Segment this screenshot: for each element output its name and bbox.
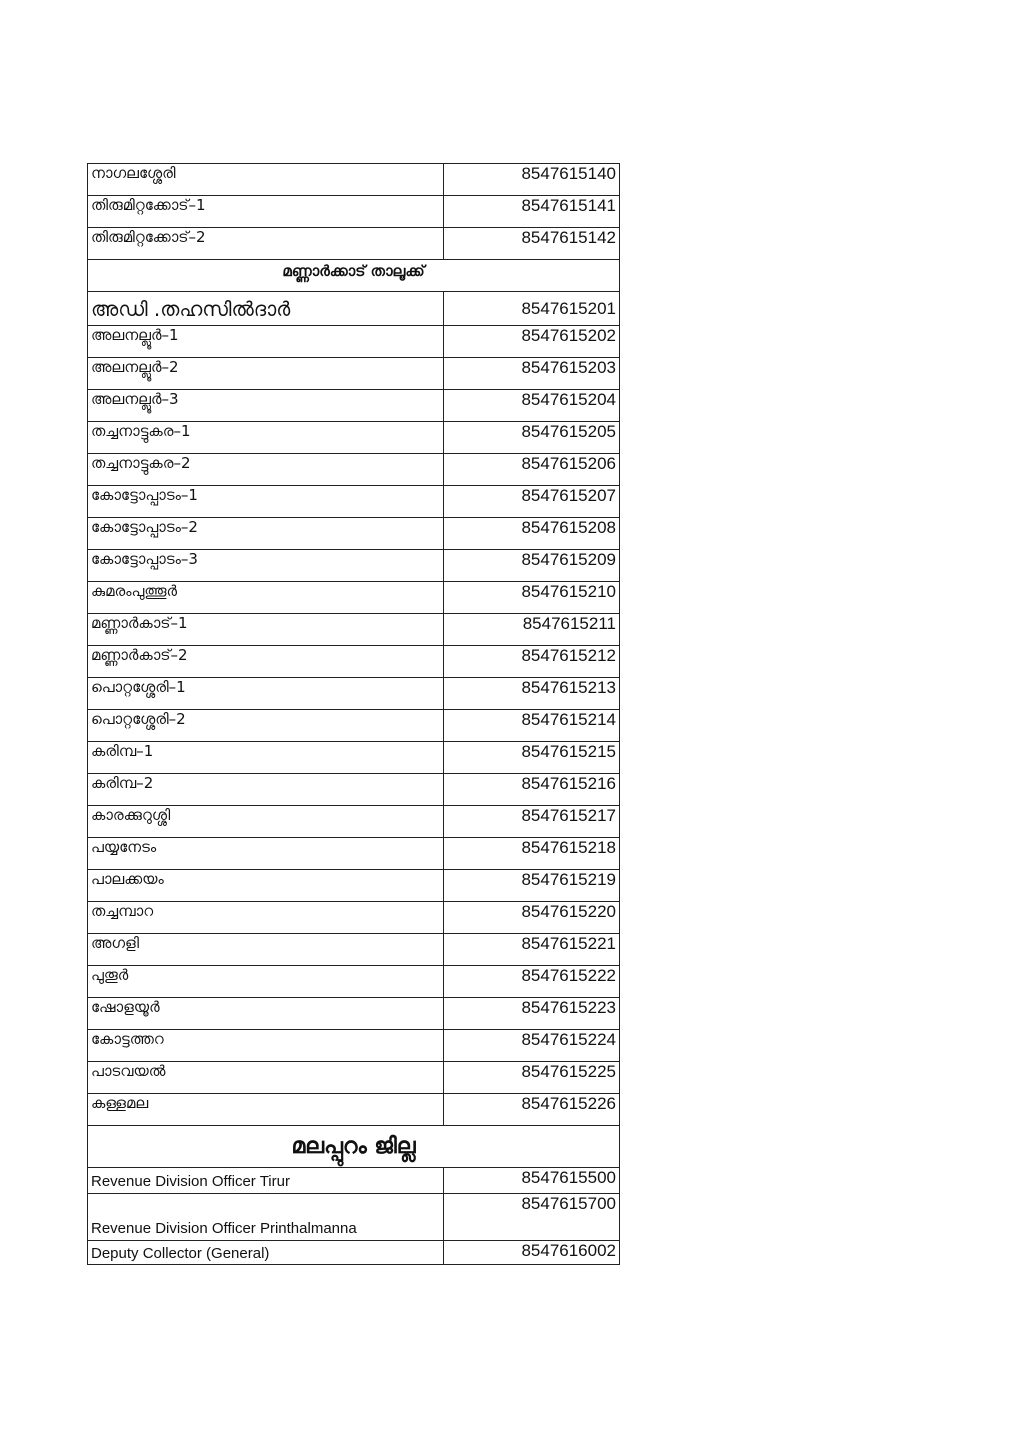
office-name: കോട്ടോപ്പാടം–1 <box>88 486 444 518</box>
table-row <box>88 1030 620 1062</box>
section-header-row <box>88 1126 620 1168</box>
phone-number: 8547615500 <box>444 1168 620 1194</box>
office-name: കരിമ്പ–2 <box>88 774 444 806</box>
table-row <box>88 742 620 774</box>
phone-number: 8547615221 <box>444 934 620 966</box>
phone-number: 8547615700 <box>444 1194 620 1241</box>
table-row <box>88 292 620 326</box>
office-name: നാഗലശ്ശേരി <box>88 164 444 196</box>
office-name: കരിമ്പ–1 <box>88 742 444 774</box>
office-name: കോട്ടോപ്പാടം–2 <box>88 518 444 550</box>
office-name: അലനല്ലൂർ–2 <box>88 358 444 390</box>
table-row <box>88 196 620 228</box>
phone-number: 8547615220 <box>444 902 620 934</box>
table-row <box>88 774 620 806</box>
table-row <box>88 806 620 838</box>
phone-number: 8547615219 <box>444 870 620 902</box>
office-name: തച്ചനാട്ടുകര–1 <box>88 422 444 454</box>
table-row <box>88 486 620 518</box>
office-name: കള്ളമല <box>88 1094 444 1126</box>
office-name: തച്ചമ്പാറ <box>88 902 444 934</box>
office-name: തച്ചനാട്ടുകര–2 <box>88 454 444 486</box>
table-row <box>88 966 620 998</box>
phone-number: 8547615206 <box>444 454 620 486</box>
office-name: Deputy Collector (General) <box>88 1241 444 1265</box>
phone-number: 8547615201 <box>444 292 620 326</box>
table-row <box>88 390 620 422</box>
table-row <box>88 454 620 486</box>
table-row <box>88 1168 620 1194</box>
phone-number: 8547615142 <box>444 228 620 260</box>
office-name: അലനല്ലൂർ–1 <box>88 326 444 358</box>
phone-number: 8547615212 <box>444 646 620 678</box>
contact-table <box>87 163 620 1265</box>
phone-number: 8547615204 <box>444 390 620 422</box>
office-name: മണ്ണാർകാട്–1 <box>88 614 444 646</box>
office-name: കാരക്കുറുശ്ശി <box>88 806 444 838</box>
table-row <box>88 1241 620 1265</box>
phone-number: 8547615222 <box>444 966 620 998</box>
office-name: മണ്ണാർകാട്–2 <box>88 646 444 678</box>
phone-number: 8547615223 <box>444 998 620 1030</box>
office-name: പൊറ്റശ്ശേരി–2 <box>88 710 444 742</box>
office-name: പാലക്കയം <box>88 870 444 902</box>
section-heading-malappuram: മലപ്പുറം ജില്ല <box>88 1126 620 1168</box>
phone-number: 8547615217 <box>444 806 620 838</box>
office-name: പുതൂർ <box>88 966 444 998</box>
phone-number: 8547615218 <box>444 838 620 870</box>
office-name: Revenue Division Officer Tirur <box>88 1168 444 1194</box>
table-row <box>88 646 620 678</box>
phone-number: 8547615226 <box>444 1094 620 1126</box>
office-name: തിരുമിറ്റക്കോട്–1 <box>88 196 444 228</box>
office-name: Revenue Division Officer Printhalmanna <box>88 1194 444 1241</box>
table-row <box>88 164 620 196</box>
phone-number: 8547615224 <box>444 1030 620 1062</box>
table-row <box>88 998 620 1030</box>
phone-number: 8547615216 <box>444 774 620 806</box>
table-row <box>88 518 620 550</box>
office-name: തിരുമിറ്റക്കോട്–2 <box>88 228 444 260</box>
phone-number: 8547615225 <box>444 1062 620 1094</box>
table-row <box>88 326 620 358</box>
office-name: ഷോളയൂർ <box>88 998 444 1030</box>
phone-number: 8547615205 <box>444 422 620 454</box>
office-name: പയ്യനേടം <box>88 838 444 870</box>
table-row <box>88 678 620 710</box>
office-name: അഡി .തഹസിൽദാർ <box>88 292 444 326</box>
table-row <box>88 870 620 902</box>
office-name: കോട്ടത്തറ <box>88 1030 444 1062</box>
table-row <box>88 358 620 390</box>
phone-number: 8547615211 <box>444 614 620 646</box>
phone-number: 8547615209 <box>444 550 620 582</box>
table-row <box>88 422 620 454</box>
table-row <box>88 934 620 966</box>
phone-number: 8547615203 <box>444 358 620 390</box>
table-row <box>88 710 620 742</box>
table-row <box>88 582 620 614</box>
phone-number: 8547615210 <box>444 582 620 614</box>
phone-number: 8547615215 <box>444 742 620 774</box>
phone-number: 8547616002 <box>444 1241 620 1265</box>
phone-number: 8547615140 <box>444 164 620 196</box>
table-row <box>88 1094 620 1126</box>
office-name: പാടവയൽ <box>88 1062 444 1094</box>
section-heading-mannarkkad: മണ്ണാർക്കാട് താലൂക്ക് <box>88 260 620 292</box>
office-name: പൊറ്റശ്ശേരി–1 <box>88 678 444 710</box>
office-name: കോട്ടോപ്പാടം–3 <box>88 550 444 582</box>
table-row <box>88 838 620 870</box>
table-row <box>88 228 620 260</box>
office-name: അഗളി <box>88 934 444 966</box>
section-header-row <box>88 260 620 292</box>
table-row <box>88 1194 620 1241</box>
office-name: അലനല്ലൂർ–3 <box>88 390 444 422</box>
table-row <box>88 614 620 646</box>
phone-number: 8547615214 <box>444 710 620 742</box>
table-row <box>88 902 620 934</box>
office-name: കുമരംപുത്തൂർ <box>88 582 444 614</box>
table-row <box>88 550 620 582</box>
phone-number: 8547615213 <box>444 678 620 710</box>
phone-number: 8547615207 <box>444 486 620 518</box>
phone-number: 8547615208 <box>444 518 620 550</box>
phone-number: 8547615202 <box>444 326 620 358</box>
phone-number: 8547615141 <box>444 196 620 228</box>
table-row <box>88 1062 620 1094</box>
